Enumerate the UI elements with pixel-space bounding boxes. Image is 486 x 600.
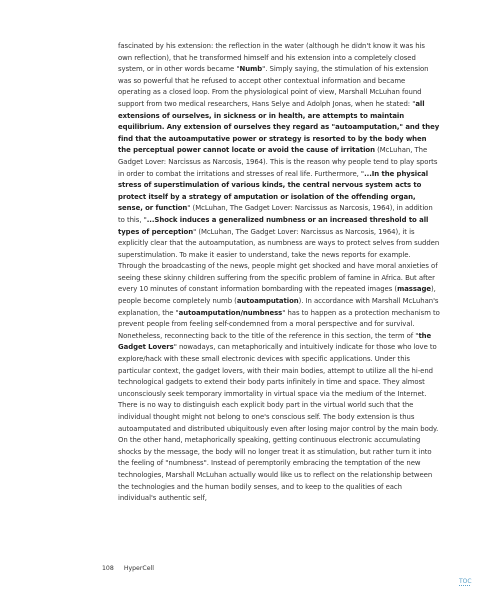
text-segment: " (McLuhan, The Gadget Lover: Narcissus as Narcosis, 1964), in addition to this, " (118, 204, 433, 224)
page-footer (102, 565, 154, 572)
text-segment: " has to happen as a protection mechanism to prevent people from feeling self-condemned from a moral perspective and for survival. Nonetheless, reconnecting back to the title of the reference in this section, the term of " (118, 308, 440, 340)
text-segment: ). In accordance with Marshall McLuhan's explanation, the " (118, 297, 439, 317)
text-segment: (McLuhan, The Gadget Lover: Narcissus as Narcosis, 1964). This is the reason why people tend to play sports in order to combat the irritations and stresses of real life. Furthermore, " (118, 146, 438, 178)
emphasis-quote-superstimulation: ...In the physical stress of superstimulation of various kinds, the central nervous system acts to protect itself by a strategy of amputation or isolation of the offending organ, sense, or function (118, 169, 429, 213)
text-segment: ". Simply saying, the stimulation of his extension was so powerful that he refused to accept other contextual information and became operating as a closed loop. From the physiological point of view, Marshall McLuhan found support from two medical researchers, Hans Selye and Adolph Jonas, when he stated: " (118, 65, 429, 108)
body-paragraph (118, 41, 440, 505)
emphasis-quote-shock: ...Shock induces a generalized numbness or an increased threshold to all types of perception (118, 215, 429, 236)
text-segment: ), people become completely numb ( (118, 285, 436, 306)
text-segment: fascinated by his extension: the reflection in the water (although he didn't know it was his own reflection), that he transformed himself and his extension into a completely closed system, or in other words became " (118, 42, 425, 74)
running-title: HyperCell (123, 565, 154, 572)
page-number: 108 (102, 565, 114, 572)
emphasis-autoamputation: autoamputation (236, 297, 299, 306)
text-segment: " (McLuhan, The Gadget Lover: Narcissus as Narcosis, 1964), it is explicitly clear that the autoamputation, as numbness are ways to protect selves from sudden superstimulation. To make it easier to understand, take the news reports for example. Through the broadcasting of the news, people might get shocked and have moral anxieties of seeing these skinny children suffering from the specific problem of famine in Africa. But after every 10 minutes of constant information bombarding with the repeated images ( (118, 227, 440, 294)
emphasis-autoamputation-numbness: autoamputation/numbness (178, 308, 283, 317)
toc-link[interactable]: TOC (459, 578, 472, 585)
emphasis-massage: massage (397, 285, 432, 294)
emphasis-quote-selye-jonas: all extensions of ourselves, in sickness or in health, are attempts to maintain equilibrium. Any extension of ourselves they regard as "autoamputation," and they find that the autoamputative power or strategy is resorted to by the body when the perceptual power cannot locate or avoid the cause of irritation (118, 99, 440, 155)
body-text (118, 41, 440, 505)
emphasis-gadget-lovers: the Gadget Lovers (118, 331, 432, 352)
emphasis-numb: Numb (239, 65, 263, 74)
text-segment: " nowadays, can metaphorically and intuitively indicate for those who love to explore/hack with these small electronic devices with specific applications. Under this particular context, the gadget lovers, with their main bodies, attempt to utilize all the hi-end technological gadgets to extend their body parts infinitely in time and space. They almost unconsciously seek temporary immortality in virtual space via the medium of the Internet. There is no way to distinguish each explicit body part in the virtual world such that the individual thought might not belong to one's conscious self. The body extension is thus autoamputated and distributed ubiquitously even after losing major control by the main body. On the other hand, metaphorically speaking, getting continuous electronic accumulating shocks by the message, the body will no longer treat it as stimulation, but rather turn it into the feeling of "numbness". Instead of peremptorily embracing the temptation of the new technologies, Marshall McLuhan actually would like us to reflect on the relationship between the technologies and the human bodily senses, and to keep to the qualities of each individual's authentic self, (118, 343, 439, 503)
